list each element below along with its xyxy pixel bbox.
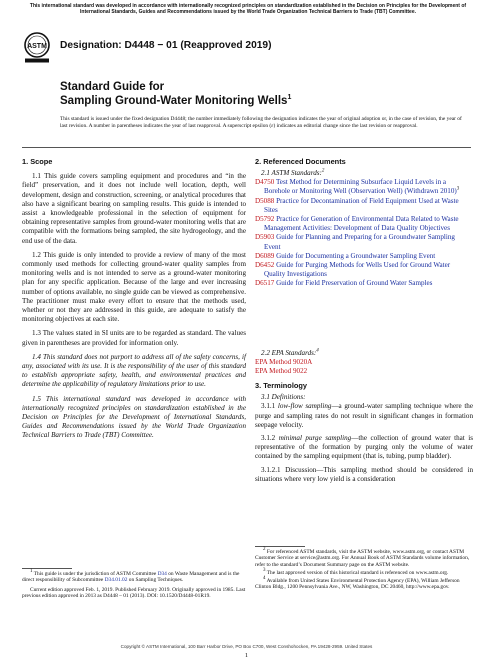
reference-item[interactable] (255, 252, 473, 261)
footnote-2: $^2$ For referenced ASTM standards, visit the ASTM website, www.astm.org, or contact ASTM Customer Service at service@astm.org. For Annual Book of ASTM Standards volume information, refer to the standard’s Document Summary page on the ASTM website. (255, 547, 470, 568)
para-1-5: 1.5 This international standard was developed in accordance with internationally recognized principles on standardization established in the Decision on Principles for the Development of International Standards, Guides and Recommendations issued by the World Trade Organization Technical Barriers to Trade (TBT) Committee. (22, 394, 246, 440)
reference-code[interactable]: D5903 (255, 233, 275, 242)
reference-footnote-mark: 3 (456, 187, 460, 193)
title-line-2: Sampling Ground-Water Monitoring Wells$^1$ (60, 93, 292, 107)
refdocs-heading: 2. Referenced Documents (255, 157, 346, 166)
reference-code[interactable]: D5792 (255, 215, 275, 224)
para-1-2: 1.2 This guide is only intended to provide a review of many of the most commonly used methods for collecting ground-water quality samples from monitoring wells and is not intended to serve as a ground-water monitoring plan for any specific application. Because of the large and ever increasing number of options available, no single guide can be viewed as comprehensive. The practitioner must make every effort to ensure that the methods used, whether or not they are addressed in this guide, are adequate to satisfy the monitoring objectives at each site. (22, 250, 246, 324)
reference-title[interactable]: Guide for Planning and Preparing for a Groundwater Sampling Event (264, 233, 455, 251)
para-1-3: 1.3 The values stated in SI units are to be regarded as standard. The values given in parentheses are provided for information only. (22, 329, 246, 347)
reference-code[interactable]: D4750 (255, 178, 275, 187)
def-3-1-2-1: 3.1.2.1 Discussion—This sampling method should be considered in situations where very low yield is a consideration (255, 465, 473, 483)
para-1-4: 1.4 This standard does not purport to address all of the safety concerns, if any, associated with its use. It is the responsibility of the user of this standard to establish appropriate safety, health, and environmental practices and determine the applicability of regulatory limitations prior to use. (22, 352, 246, 389)
reference-item[interactable] (255, 197, 473, 215)
astm-standards-label: 2.1 ASTM Standards:$^2$ (261, 168, 325, 177)
epa-method-9022[interactable]: EPA Method 9022 (255, 367, 308, 376)
astm-logo (22, 31, 52, 65)
reference-title[interactable]: Guide for Documenting a Groundwater Sampling Event (276, 251, 436, 260)
title-line-1: Standard Guide for (60, 81, 165, 93)
footnote-1: $^1$ This guide is under the jurisdiction of ASTM Committee D34 on Waste Management and is the direct responsibility of Subcommittee D34.01.02 on Sampling Techniques. (22, 569, 240, 584)
copyright-footer: Copyright © ASTM International, 100 Barr Harbor Drive, PO Box C700, West Conshohocken, PA 19428-2959. United States (120, 644, 373, 649)
left-column (22, 157, 246, 441)
reference-code[interactable]: D5088 (255, 196, 275, 205)
reference-item[interactable] (255, 178, 473, 196)
epa-block (255, 349, 473, 377)
reference-item[interactable] (255, 215, 473, 233)
terminology-heading: 3. Terminology (255, 381, 308, 390)
reference-item[interactable] (255, 261, 473, 279)
footnote-4: $^4$ Available from United States Environmental Protection Agency (EPA), William Jefferson Clinton Bldg., 1200 Pennsylvania Ave., NW, Washington, DC 20460, http://www.epa.gov. (255, 576, 460, 591)
reference-code[interactable]: D6517 (255, 279, 275, 288)
issuance-note: This standard is issued under the fixed designation D4448; the number immediately following the designation indicates the year of original adoption or, in the case of revision, the year of last revision. A number in parentheses indicates the year of last reapproval. A superscript epsilon (ε) indicates an editorial change since the last revision or reapproval. (60, 116, 462, 129)
reference-item[interactable] (255, 279, 473, 288)
divider (22, 147, 471, 148)
page-title (60, 81, 291, 108)
epa-standards-label: 2.2 EPA Standards:$^4$ (261, 348, 319, 357)
def-3-1-2: 3.1.2 minimal purge sampling—the collection of ground water that is representative of the formation by purging only the volume of water contained by the sampling equipment (that is, tubing, pump bladder). (255, 434, 473, 461)
svg-text:ASTM: ASTM (27, 43, 47, 50)
page-number: 1 (244, 652, 249, 659)
reference-title[interactable]: Practice for Decontamination of Field Equipment Used at Waste Sites (264, 196, 459, 214)
left-footnotes (22, 568, 246, 599)
reference-title[interactable]: Guide for Field Preservation of Ground Water Samples (276, 279, 433, 288)
para-1-1: 1.1 This guide covers sampling equipment and procedures and “in the field” preservation, and it does not include well location, depth, well development, design and construction, screening, or analytical procedures that also have a significant bearing on sampling results. This guide is intended to assist a knowledgeable professional in the selection of equipment for obtaining representative samples from ground-water monitoring wells that are compatible with the formations being sampled, the site hydrogeology, and the end use of the data. (22, 172, 246, 245)
reference-list (255, 178, 473, 288)
reference-code[interactable]: D6452 (255, 261, 275, 270)
reference-code[interactable]: D6089 (255, 251, 275, 260)
right-column (255, 157, 473, 289)
scope-heading: 1. Scope (22, 157, 53, 166)
reference-title[interactable]: Test Method for Determining Subsurface Liquid Levels in a Borehole or Monitoring Well (Observation Well) (Withdrawn 2010) (264, 178, 457, 196)
reference-item[interactable] (255, 233, 473, 251)
designation: Designation: D4448 − 01 (Reapproved 2019) (60, 40, 272, 51)
header-notice: This international standard was developed in accordance with internationally recognized principles on standardization established in the Decision on Principles for the Development of International Standards, Guides and Recommendations issued by the World Trade Organization Technical Barriers to Trade (TBT) Committee. (29, 3, 467, 16)
reference-title[interactable]: Practice for Generation of Environmental Data Related to Waste Management Activities: Development of Data Quality Objectives (264, 215, 459, 233)
link-d34[interactable]: D34 (157, 571, 167, 577)
epa-method-9020a[interactable]: EPA Method 9020A (255, 358, 313, 367)
reference-title[interactable]: Guide for Purging Methods for Wells Used for Ground Water Quality Investigations (264, 261, 451, 279)
terminology-block (255, 381, 473, 484)
footnote-3: $^3$ The last approved version of this historical standard is referenced on www.astm.org. (263, 568, 449, 576)
definitions-label: 3.1 Definitions: (261, 393, 306, 402)
right-footnotes (255, 546, 473, 591)
def-3-1-1: 3.1.1 low-flow sampling—a ground-water sampling technique where the purge and sampling rates do not result in significant changes in formation seepage velocity. (255, 402, 473, 429)
link-d34-01-02[interactable]: D34.01.02 (104, 577, 128, 584)
footnote-1-edition: Current edition approved Feb. 1, 2019. Published February 2019. Originally approved in 1985. Last previous edition approved in 2013 as D4448 – 01 (2013). DOI: 10.1520/D4448-01R19. (22, 586, 246, 599)
